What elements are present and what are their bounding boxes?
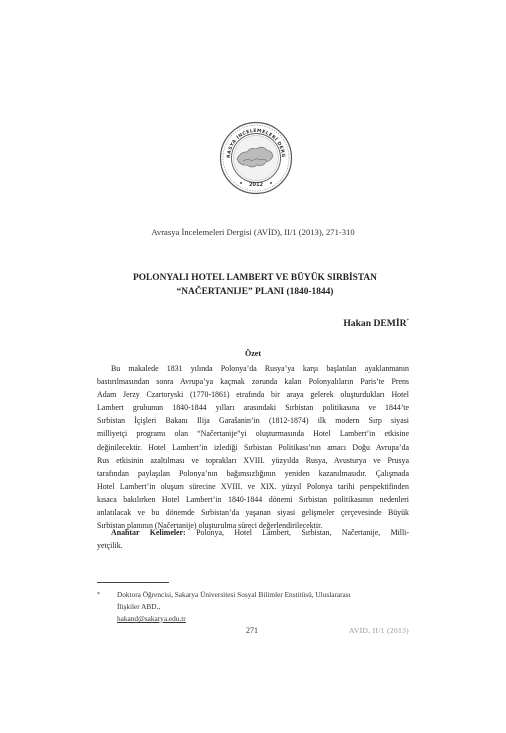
page-number: 271 xyxy=(246,626,258,635)
keywords-block xyxy=(97,527,409,552)
author-name xyxy=(343,318,409,329)
footnote-line-2 xyxy=(117,601,409,625)
abstract-line: Sırbistan İçişleri Bakanı Ilija Garašanin’in (1812-1874) ilk modern Sırp siyasi xyxy=(97,416,409,426)
keywords-text: Polonya, Hotel Lambert, Sırbistan, Načertanije, Milli- xyxy=(196,528,409,537)
journal-seal-logo xyxy=(219,121,293,195)
abstract-line: kısaca bakılırken Hotel Lambert’in 1840-1844 dönemi Sırbistan politikasının nedenleri xyxy=(97,494,409,504)
abstract-line: Sırbistan planının (Načertanije) oluşturulma süreci değerlendirilecektir. xyxy=(97,521,323,531)
abstract-line: bastırılmasından sonra Avrupa’ya kaçmak zorunda kalan Polonyalıların Paris’te Prens xyxy=(97,377,409,387)
article-title xyxy=(96,271,414,299)
abstract-line: Rus etkisinin azaltılması ve toprakları XVIII. yüzyılda Rusya, Avusturya ve Prusya xyxy=(97,455,409,465)
footnote xyxy=(97,589,409,625)
seal-year: 2012 xyxy=(249,182,263,188)
seal-arc-text: RASYA İNCELEMELERİ DERG xyxy=(226,128,286,159)
abstract-line: milliyetçi programı olan “Načertanije”yi oluşturmasında Hotel Lambert’in etkisine xyxy=(97,429,409,439)
running-footer: AVİD, II/1 (2013) xyxy=(348,626,409,635)
author-footnote-marker[interactable]: * xyxy=(406,318,409,324)
footnote-line-1: Doktora Öğrencisi, Sakarya Üniversitesi Sosyal Bilimler Enstitüsü, Uluslararası xyxy=(117,590,351,599)
keywords-label: Anahtar Kelimeler: xyxy=(111,528,186,537)
abstract-line: Hotel Lambert’in oluşum sürecine XVIII. ve XIX. yüzyıl Polonya tarihi perspektifinden xyxy=(97,481,409,491)
footnote-text xyxy=(117,589,409,625)
author-name-text: Hakan DEMİR xyxy=(343,318,407,329)
footnote-divider xyxy=(97,582,169,583)
abstract-line: tarafından paylaşılan Polonya’nın bağımsızlığının yeniden kazanılmasıdır. Çalışmada xyxy=(97,468,409,478)
keywords-line-1 xyxy=(97,527,409,540)
abstract-line: Lambert grubunun 1840-1844 yılları arasındaki Sırbistan politikasına ve 1844’te xyxy=(97,403,409,413)
title-line-1: POLONYALI HOTEL LAMBERT VE BÜYÜK SIRBİSTAN xyxy=(133,273,377,283)
title-line-2: “NAČERTANIJE” PLANI (1840-1844) xyxy=(176,287,334,297)
abstract-line: değinilecektir. Hotel Lambert’in izlediği Sırbistan Politikası’nın amacı Doğu Avrupa’da xyxy=(97,442,409,452)
abstract-line: Bu makalede 1831 yılında Polonya’da Rusya’ya karşı başlatılan ayaklanmanın xyxy=(111,364,409,373)
keywords-line-2: yetçilik. xyxy=(97,540,123,550)
footnote-marker: * xyxy=(97,592,100,598)
author-email-link[interactable]: hakand@sakarya.edu.tr xyxy=(117,614,186,623)
footnote-affiliation: İlişkiler ABD., xyxy=(117,602,161,611)
abstract-line: anlatılacak ve bu dönemde Sırbistan’da yaşanan siyasi gelişmeler çerçevesinde Büyük xyxy=(97,508,409,518)
abstract-heading: Özet xyxy=(245,349,261,358)
abstract-body xyxy=(97,362,409,532)
journal-citation: Avrasya İncelemeleri Dergisi (AVİD), II/1 (2013), 271-310 xyxy=(151,227,355,237)
abstract-line: Adam Jerzy Czartoryski (1770-1861) etrafında bir araya gelerek oluşturdukları Hotel xyxy=(97,390,409,400)
